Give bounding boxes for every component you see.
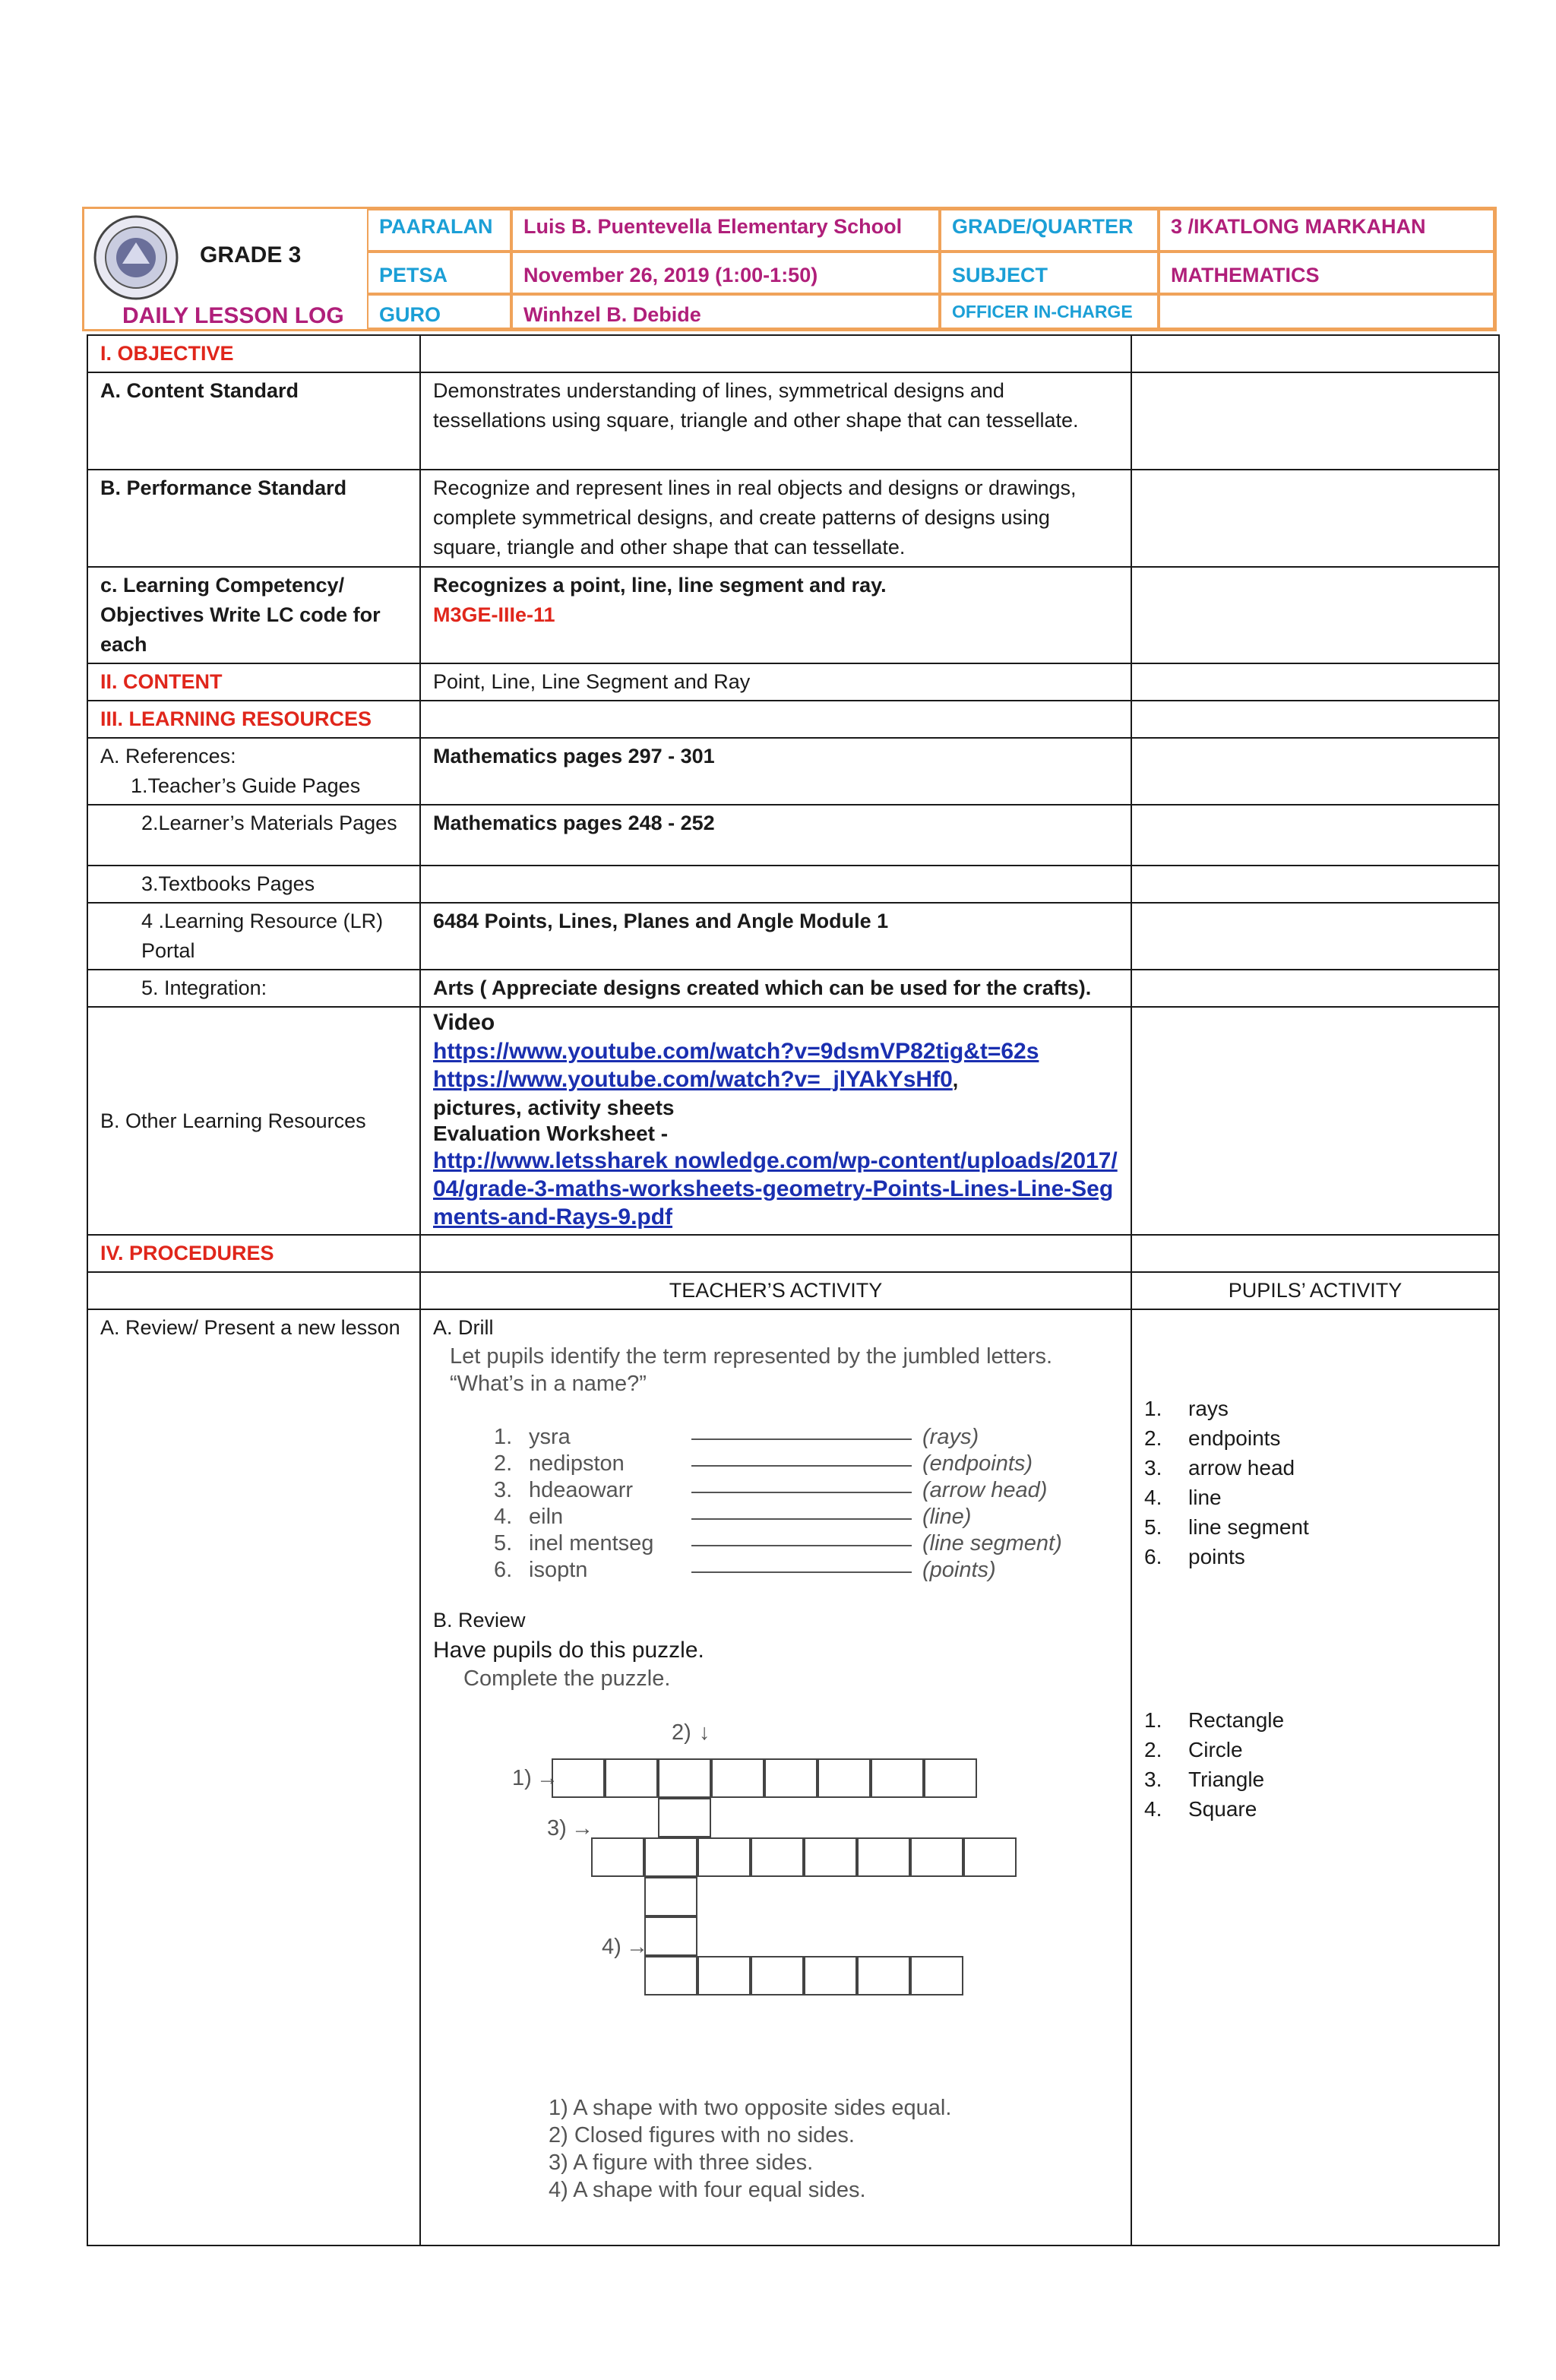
- puzzle-clue: 4) A shape with four equal sides.: [549, 2178, 866, 2202]
- teachers-guide-label: 1.Teacher’s Guide Pages: [131, 774, 361, 797]
- table-row: [87, 866, 1499, 903]
- content-value: Point, Line, Line Segment and Ray: [420, 663, 1131, 701]
- learners-materials-label: 2.Learner’s Materials Pages: [87, 805, 420, 866]
- header-box: [82, 207, 1497, 331]
- table-row: [87, 335, 1499, 372]
- video-label: Video: [433, 1010, 495, 1035]
- table-row: [87, 470, 1499, 567]
- table-row: [87, 1272, 1499, 1309]
- competency-code: M3GE-IIIe-11: [433, 603, 555, 626]
- table-row: [87, 1309, 1499, 2245]
- drill-instruction: Let pupils identify the term represented by the jumbled letters.: [450, 1344, 1053, 1369]
- list-item: 3. Triangle: [1144, 1768, 1265, 1791]
- learners-materials-value: Mathematics pages 248 - 252: [420, 805, 1131, 866]
- content-heading: II. CONTENT: [87, 663, 420, 701]
- date-value: November 26, 2019 (1:00-1:50): [511, 252, 940, 294]
- textbooks-label: 3.Textbooks Pages: [87, 866, 420, 903]
- table-row: [87, 567, 1499, 663]
- officer-value: [1159, 294, 1494, 329]
- list-item: 6. points: [1144, 1545, 1245, 1568]
- competency-value: Recognizes a point, line, line segment and ray.: [433, 574, 887, 597]
- crossword-puzzle: 2) ↓ 1) → 3) → 4) → 1) A shape with two opposite sides equal. 2) Closed figures with no sides. 3) A figure with three sides. 4) A shape with four equal sides.: [421, 1310, 1132, 2246]
- references-label: A. References:: [100, 745, 236, 767]
- other-resources-label: B. Other Learning Resources: [87, 1007, 420, 1235]
- list-item: 1. rays: [1144, 1397, 1229, 1420]
- daily-lesson-log-title: DAILY LESSON LOG: [122, 303, 344, 328]
- video-link-1[interactable]: https://www.youtube.com/watch?v=9dsmVP82tig&t=62s: [433, 1039, 1039, 1064]
- school-label: PAARALAN: [367, 209, 511, 252]
- puzzle-clue: 2) Closed figures with no sides.: [549, 2123, 855, 2147]
- pictures-text: pictures, activity sheets: [433, 1096, 675, 1119]
- pupil-answers-drill: [1144, 1394, 1486, 1571]
- subject-value: MATHEMATICS: [1159, 252, 1494, 294]
- table-row: [87, 805, 1499, 866]
- table-row: [87, 372, 1499, 470]
- teacher-activity-header: TEACHER’S ACTIVITY: [420, 1272, 1131, 1309]
- table-row: [87, 1235, 1499, 1272]
- puzzle-clue: 1) A shape with two opposite sides equal.: [549, 2096, 952, 2120]
- puzzle-title: Complete the puzzle.: [463, 1666, 671, 1691]
- pupil-activity-header: PUPILS’ ACTIVITY: [1131, 1272, 1499, 1309]
- lr-portal-label: 4 .Learning Resource (LR) Portal: [87, 903, 420, 970]
- review-b-label: B. Review: [433, 1609, 526, 1632]
- grade-label: GRADE 3: [200, 242, 302, 267]
- grade-quarter-label: GRADE/QUARTER: [940, 209, 1159, 252]
- objective-heading: I. OBJECTIVE: [87, 335, 420, 372]
- deped-seal-icon: [92, 214, 180, 302]
- drill-label: A. Drill: [433, 1316, 494, 1339]
- list-item: 2. Circle: [1144, 1738, 1243, 1761]
- table-row: [87, 701, 1499, 738]
- table-row: [87, 738, 1499, 805]
- integration-label: 5. Integration:: [87, 970, 420, 1007]
- list-item: 4. Square: [1144, 1797, 1257, 1821]
- drill-title: “What’s in a name?”: [450, 1372, 647, 1396]
- table-row: B. Other Learning Resources Video https://www.youtube.com/watch?v=9dsmVP82tig&t=62s https://www.youtube.com/watch?v=_jlYAkYsHf0, pictures, activity sheets Evaluation Worksheet - http://www.letssharek nowledge.com/wp-content/uploads/2017/04/grade-3-maths-worksheets-geometry-Points-Lines-Line-Segments-and-Rays-9.pdf: [87, 1007, 1499, 1235]
- lr-portal-value: 6484 Points, Lines, Planes and Angle Module 1: [420, 903, 1131, 970]
- table-row: [87, 663, 1499, 701]
- resources-heading: III. LEARNING RESOURCES: [87, 701, 420, 738]
- grade-quarter-value: 3 /IKATLONG MARKAHAN: [1159, 209, 1494, 252]
- performance-standard-label: B. Performance Standard: [87, 470, 420, 567]
- teacher-label: GURO: [367, 294, 511, 329]
- list-item: 4. line: [1144, 1486, 1222, 1509]
- school-value: Luis B. Puentevella Elementary School: [511, 209, 940, 252]
- list-item: 1. Rectangle: [1144, 1708, 1285, 1732]
- content-standard-label: A. Content Standard: [87, 372, 420, 470]
- puzzle-clue: 3) A figure with three sides.: [549, 2151, 814, 2175]
- date-label: PETSA: [367, 252, 511, 294]
- review-b-text: Have pupils do this puzzle.: [433, 1638, 704, 1663]
- drill-list: 1. ysra (rays) 2. nedipston (endpoints) 3. hdeaowarr (arrow head) 4. eiln (line) 5. inel mentseg (line segment) 6. isoptn (points): [494, 1425, 1062, 1582]
- table-row: [87, 903, 1499, 970]
- performance-standard-value: Recognize and represent lines in real objects and designs or drawings, complete symmetrical designs, and create patterns of designs using square, triangle and other shape that can tessellate.: [420, 470, 1131, 567]
- review-label: A. Review/ Present a new lesson: [87, 1309, 420, 2245]
- integration-value: Arts ( Appreciate designs created which can be used for the crafts).: [420, 970, 1131, 1007]
- teachers-guide-value: Mathematics pages 297 - 301: [420, 738, 1131, 805]
- worksheet-text: Evaluation Worksheet -: [433, 1122, 669, 1145]
- teacher-value: Winhzel B. Debide: [511, 294, 940, 329]
- subject-label: SUBJECT: [940, 252, 1159, 294]
- table-row: [87, 970, 1499, 1007]
- list-item: 3. arrow head: [1144, 1456, 1295, 1480]
- list-item: 5. line segment: [1144, 1515, 1309, 1539]
- textbooks-value: [420, 866, 1131, 903]
- content-standard-value: Demonstrates understanding of lines, symmetrical designs and tessellations using square, triangle and other shape that can tessellate.: [420, 372, 1131, 470]
- procedures-heading: IV. PROCEDURES: [87, 1235, 420, 1272]
- list-item: 2. endpoints: [1144, 1426, 1281, 1450]
- video-link-2[interactable]: https://www.youtube.com/watch?v=_jlYAkYsHf0: [433, 1067, 953, 1092]
- officer-label: OFFICER IN-CHARGE: [940, 294, 1159, 329]
- competency-label: c. Learning Competency/ Objectives Write LC code for each: [87, 567, 420, 663]
- pupil-answers-puzzle: [1144, 1705, 1486, 1824]
- lesson-log-table: [87, 334, 1500, 2246]
- worksheet-link[interactable]: http://www.letssharek nowledge.com/wp-content/uploads/2017/04/grade-3-maths-worksheets-geometry-Points-Lines-Line-Segments-and-Rays-9.pdf: [433, 1148, 1118, 1230]
